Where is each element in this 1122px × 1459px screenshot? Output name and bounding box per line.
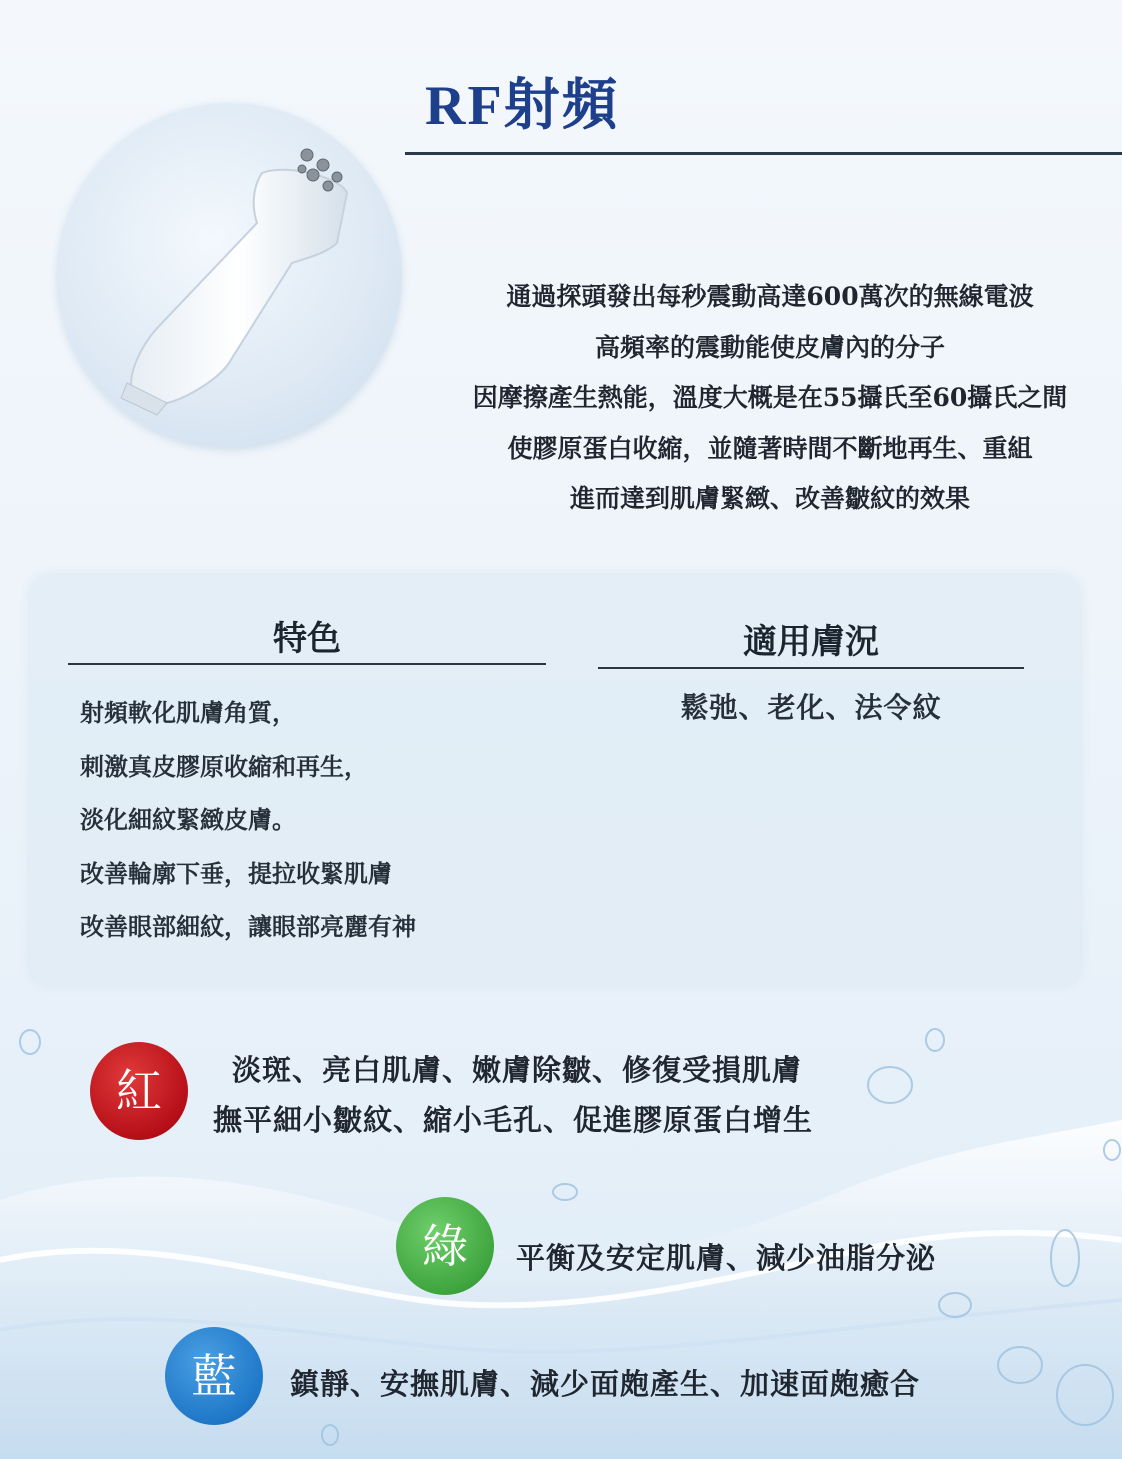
intro-line: 高頻率的震動能使皮膚內的分子 [594, 332, 945, 362]
intro-line: 進而達到肌膚緊緻、改善皺紋的效果 [569, 484, 970, 513]
feature-item: 改善輪廓下垂，提拉收緊肌膚 [80, 858, 392, 888]
intro-text [430, 272, 1110, 525]
conditions-divider [598, 667, 1024, 669]
title-divider [405, 152, 1122, 155]
intro-line: 通過探頭發出每秒震動高達600萬次的無線電波 [506, 282, 1034, 311]
green-light-benefit: 平衡及安定肌膚、減少油脂分泌 [516, 1241, 937, 1275]
features-list [80, 686, 416, 954]
green-light-badge: 綠 [396, 1197, 494, 1295]
feature-item: 刺激真皮膠原收縮和再生， [80, 751, 368, 781]
feature-item: 改善眼部細紋，讓眼部亮麗有神 [80, 912, 416, 941]
red-light-benefit: 淡斑、亮白肌膚、嫩膚除皺、修復受損肌膚 [232, 1053, 803, 1087]
feature-item: 射頻軟化肌膚角質， [80, 698, 296, 727]
features-heading: 特色 [273, 619, 341, 659]
features-divider [68, 663, 546, 665]
blue-light-benefit: 鎮靜、安撫肌膚、減少面皰產生、加速面皰癒合 [290, 1367, 921, 1401]
rf-probe-icon [57, 103, 402, 448]
red-light-benefit: 撫平細小皺紋、縮小毛孔、促進膠原蛋白增生 [213, 1103, 814, 1137]
feature-item: 淡化細紋緊緻皮膚。 [80, 805, 296, 834]
red-light-badge: 紅 [90, 1042, 188, 1140]
page-title: RF射頻 [425, 75, 620, 137]
intro-line: 使膠原蛋白收縮，並隨著時間不斷地再生、重組 [507, 433, 1033, 463]
rf-probe-image [57, 103, 402, 448]
blue-light-badge: 藍 [165, 1327, 263, 1425]
conditions-text: 鬆弛、老化、法令紋 [680, 691, 942, 724]
conditions-heading: 適用膚況 [743, 622, 879, 662]
intro-line: 因摩擦產生熱能，溫度大概是在55攝氏至60攝氏之間 [472, 383, 1068, 412]
